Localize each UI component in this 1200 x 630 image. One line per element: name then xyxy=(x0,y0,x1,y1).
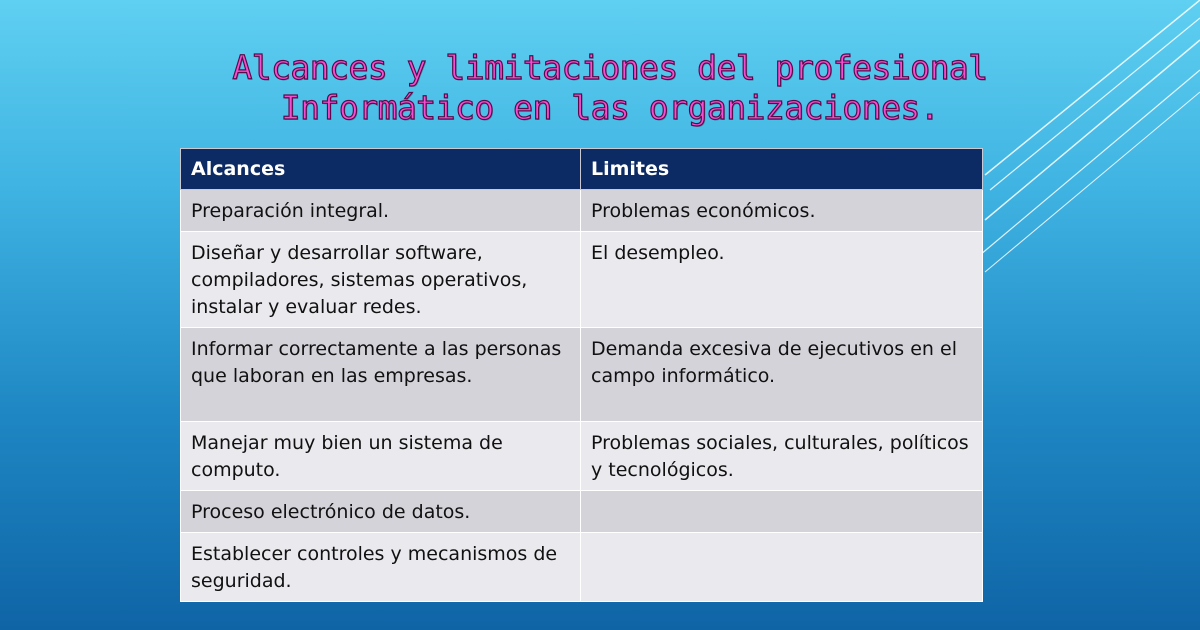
table-cell-limite: El desempleo. xyxy=(581,232,983,328)
header-alcances: Alcances xyxy=(181,149,581,190)
table-cell-limite: Demanda excesiva de ejecutivos en el campo informático. xyxy=(581,328,983,422)
table-header-row xyxy=(181,149,983,190)
table-cell-limite xyxy=(581,533,983,602)
table-cell-alcance: Informar correctamente a las personas que laboran en las empresas. xyxy=(181,328,581,422)
table-cell-limite: Problemas económicos. xyxy=(581,190,983,232)
header-limites: Limites xyxy=(581,149,983,190)
table-row xyxy=(181,422,983,491)
table-cell-alcance: Establecer controles y mecanismos de seguridad. xyxy=(181,533,581,602)
table-cell-alcance: Manejar muy bien un sistema de computo. xyxy=(181,422,581,491)
slide-title-line-2: Informático en las organizaciones. xyxy=(280,88,940,127)
slide-title xyxy=(160,48,1060,128)
comparison-table xyxy=(180,148,983,602)
table-row xyxy=(181,232,983,328)
slide-title-line-1: Alcances y limitaciones del profesional xyxy=(232,48,988,87)
table-row xyxy=(181,491,983,533)
table-cell-alcance: Diseñar y desarrollar software, compiladores, sistemas operativos, instalar y evaluar redes. xyxy=(181,232,581,328)
table-cell-limite xyxy=(581,491,983,533)
table-row xyxy=(181,533,983,602)
table-cell-limite: Problemas sociales, culturales, políticos y tecnológicos. xyxy=(581,422,983,491)
table-row xyxy=(181,190,983,232)
table-cell-alcance: Preparación integral. xyxy=(181,190,581,232)
table-row xyxy=(181,328,983,422)
table-cell-alcance: Proceso electrónico de datos. xyxy=(181,491,581,533)
